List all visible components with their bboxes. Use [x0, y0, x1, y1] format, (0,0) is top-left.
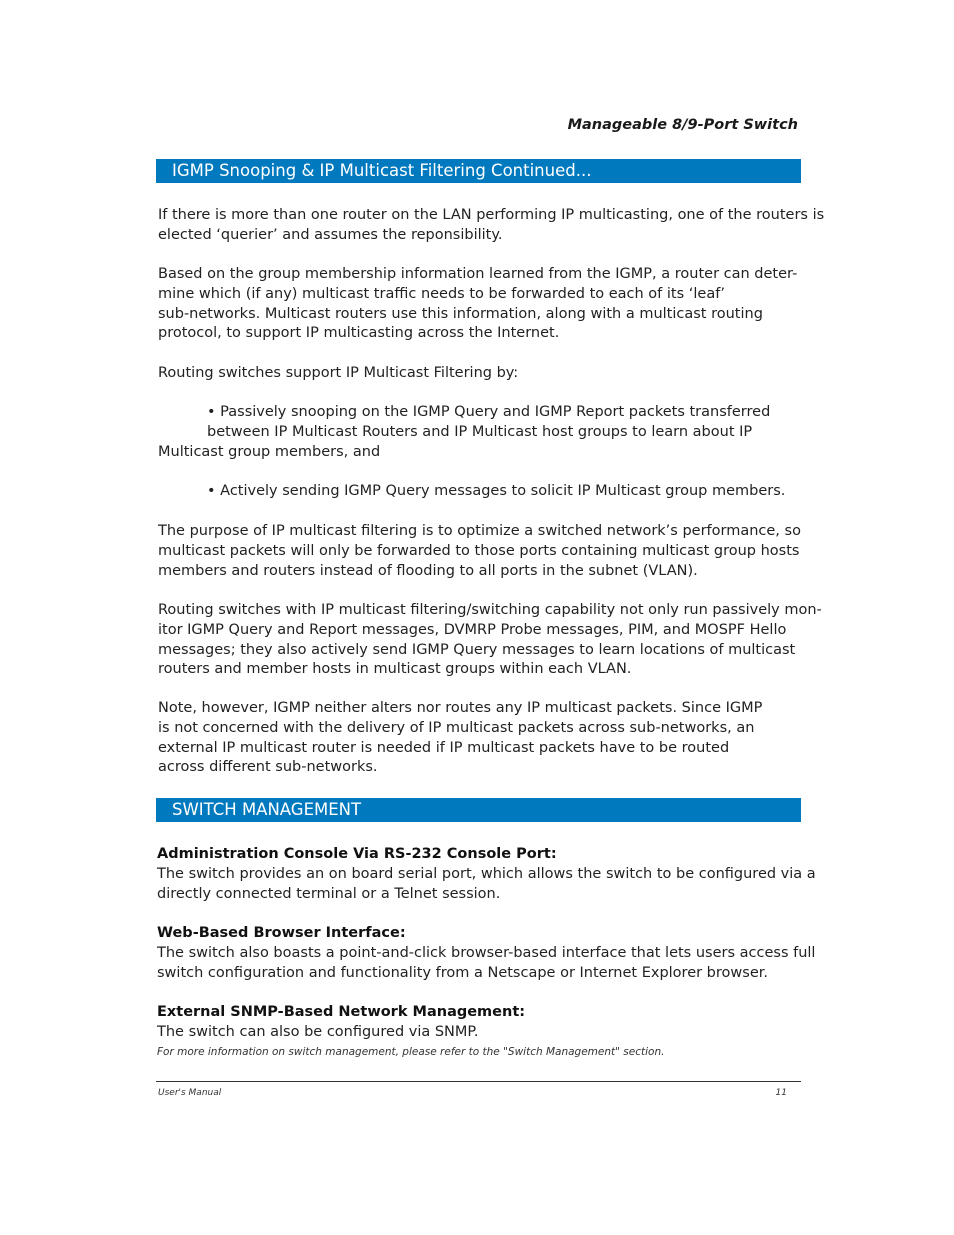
text-line: The switch can also be configured via SNMP.	[157, 1023, 479, 1040]
text-line: Note, however, IGMP neither alters nor routes any IP multicast packets. Since IGMP	[158, 700, 763, 716]
reference-note: For more information on switch management, please refer to the "Switch Management" section.	[157, 1045, 665, 1058]
page-number: 11	[775, 1088, 787, 1098]
text-line: messages; they also actively send IGMP Query messages to learn locations of multicast	[158, 641, 796, 658]
subsection-console	[157, 845, 816, 904]
subsection-heading: Web-Based Browser Interface:	[157, 925, 406, 941]
paragraph-purpose	[158, 522, 803, 581]
text-line: elected ‘querier’ and assumes the reponsibility.	[158, 226, 503, 243]
text-line: directly connected terminal or a Telnet session.	[157, 885, 501, 902]
running-header: Manageable 8/9-Port Switch	[567, 117, 798, 133]
paragraph-filtering-intro	[158, 364, 803, 384]
text-line: • Actively sending IGMP Query messages to solicit IP Multicast group members.	[207, 483, 786, 499]
bullet-passive-snooping	[158, 403, 803, 462]
text-line: itor IGMP Query and Report messages, DVMRP Probe messages, PIM, and MOSPF Hello	[158, 621, 787, 638]
paragraph-note	[158, 699, 803, 778]
text-line: across different sub-networks.	[158, 759, 378, 776]
text-line: routers and member hosts in multicast groups within each VLAN.	[158, 661, 632, 678]
text-line: mine which (if any) multicast traffic needs to be forwarded to each of its ‘leaf’	[158, 285, 725, 302]
section-heading-switch-management: SWITCH MANAGEMENT	[156, 798, 801, 822]
subsection-heading: External SNMP-Based Network Management:	[157, 1004, 526, 1020]
footer-divider	[156, 1081, 801, 1082]
text-line: The purpose of IP multicast filtering is to optimize a switched network’s performance, so	[158, 523, 801, 539]
text-line: between IP Multicast Routers and IP Multicast host groups to learn about IP	[207, 423, 753, 440]
paragraph-group-membership	[158, 265, 803, 344]
paragraph-routing-switches	[158, 601, 822, 680]
subsection-web	[157, 924, 816, 983]
text-line: is not concerned with the delivery of IP multicast packets across sub-networks, an	[158, 719, 755, 736]
section-heading-igmp: IGMP Snooping & IP Multicast Filtering Continued...	[156, 159, 801, 183]
text-line: sub-networks. Multicast routers use this information, along with a multicast routing	[158, 305, 763, 322]
footer-manual-label: User's Manual	[158, 1088, 222, 1098]
text-line: switch configuration and functionality from a Netscape or Internet Explorer browser.	[157, 964, 768, 981]
text-line: external IP multicast router is needed if IP multicast packets have to be routed	[158, 739, 730, 756]
text-line: Multicast group members, and	[158, 443, 381, 460]
subsection-snmp	[157, 1003, 802, 1062]
text-line: protocol, to support IP multicasting across the Internet.	[158, 325, 560, 342]
text-line: If there is more than one router on the LAN performing IP multicasting, one of the routers is	[158, 207, 825, 223]
text-line: The switch provides an on board serial port, which allows the switch to be configured via a	[157, 865, 816, 882]
text-line: • Passively snooping on the IGMP Query and IGMP Report packets transferred	[207, 404, 771, 420]
text-line: Routing switches with IP multicast filtering/switching capability not only run passively mon-	[158, 602, 822, 618]
text-line: Routing switches support IP Multicast Filtering by:	[158, 365, 519, 381]
paragraph-querier	[158, 206, 825, 246]
text-line: members and routers instead of flooding to all ports in the subnet (VLAN).	[158, 562, 698, 579]
subsection-heading: Administration Console Via RS-232 Console Port:	[157, 846, 557, 862]
text-line: The switch also boasts a point-and-click browser-based interface that lets users access full	[157, 944, 816, 961]
bullet-active-query	[158, 482, 803, 502]
text-line: multicast packets will only be forwarded to those ports containing multicast group hosts	[158, 542, 800, 559]
text-line: Based on the group membership information learned from the IGMP, a router can deter-	[158, 266, 798, 282]
